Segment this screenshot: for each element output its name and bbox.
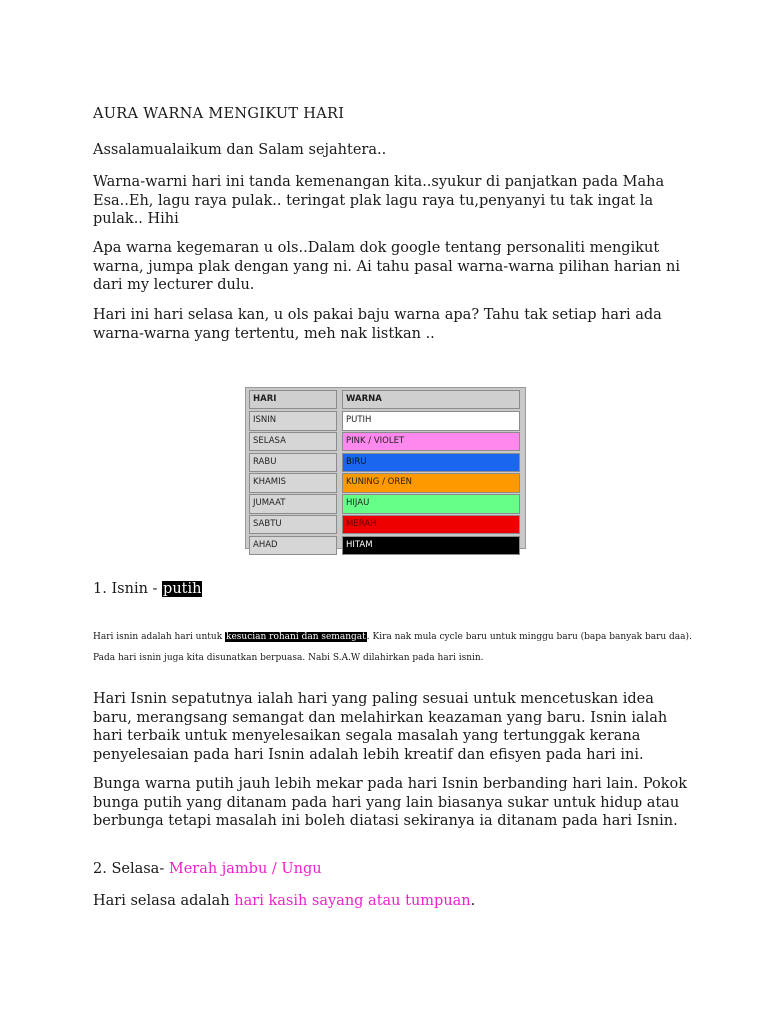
table-header-day: HARI [249,390,337,409]
day-color-table [245,387,526,549]
section-2-line-after: . [470,893,476,909]
section-2-line [93,892,693,911]
intro-paragraph-2: Apa warna kegemaran u ols..Dalam dok google tentang personaliti mengikut warna, jumpa plak dengan yang ni. Ai tahu pasal warna-warna pilihan harian ni dari my lecturer dulu. [93,240,681,293]
section-1-small-text [93,627,703,669]
section-2-line-before: Hari selasa adalah [93,893,235,909]
table-cell-color: BIRU [342,453,520,472]
table-cell-color: MERAH [342,515,520,534]
table-cell-color: PINK / VIOLET [342,432,520,451]
section-1-prefix: 1. Isnin - [93,581,163,597]
section-1-heading [93,580,693,599]
table-row [246,494,525,513]
small-text-highlight: kesucian rohani dan semangat [226,632,366,642]
table-cell-day: KHAMIS [249,473,337,492]
table-row [246,432,525,451]
table-row [246,453,525,472]
table-cell-day: SELASA [249,432,337,451]
table-body [246,411,525,555]
table-cell-day: JUMAAT [249,494,337,513]
table-cell-color: HITAM [342,536,520,555]
table-cell-day: ISNIN [249,411,337,430]
small-text-after: . Kira nak mula cycle baru untuk minggu baru (bapa banyak baru daa). Pada hari isnin juga kita disunatkan berpuasa. Nabi S.A.W dilahirkan pada hari isnin. [93,632,692,663]
section-2-heading [93,860,693,879]
page-title: AURA WARNA MENGIKUT HARI [93,106,345,122]
section-2-colored: Merah jambu / Ungu [168,861,322,877]
section-1-paragraph-b: Bunga warna putih jauh lebih mekar pada hari Isnin berbanding hari lain. Pokok bunga putih yang ditanam pada hari yang lain biasanya sukar untuk hidup atau berbunga tetapi masalah ini boleh diatasi sekiranya ia ditanam pada hari Isnin. [93,776,688,829]
table-cell-color: KUNING / OREN [342,473,520,492]
section-1-highlight: putih [163,581,202,597]
intro-paragraph-3: Hari ini hari selasa kan, u ols pakai baju warna apa? Tahu tak setiap hari ada warna-warna yang tertentu, meh nak listkan .. [93,307,662,342]
table-row [246,536,525,555]
table-row [246,411,525,430]
small-text-before: Hari isnin adalah hari untuk [93,632,226,642]
table-header-color: WARNA [342,390,520,409]
intro-paragraph-1: Warna-warni hari ini tanda kemenangan kita..syukur di panjatkan pada Maha Esa..Eh, lagu raya pulak.. teringat plak lagu raya tu,penyanyi tu tak ingat la pulak.. Hihi [93,174,665,227]
section-2-prefix: 2. Selasa- [93,861,169,877]
table-cell-color: HIJAU [342,494,520,513]
greeting-paragraph: Assalamualaikum dan Salam sejahtera.. [93,142,387,158]
table-cell-color: PUTIH [342,411,520,430]
section-1-paragraph-a: Hari Isnin sepatutnya ialah hari yang paling sesuai untuk mencetuskan idea baru, merangsang semangat dan melahirkan keazaman yang baru. Isnin ialah hari terbaik untuk menyelesaikan segala masalah yang tertunggak kerana penyelesaian pada hari Isnin adalah lebih kreatif dan efisyen pada hari ini. [93,691,668,763]
table-header-row [246,390,525,409]
table-row [246,473,525,492]
table-cell-day: AHAD [249,536,337,555]
table-cell-day: RABU [249,453,337,472]
section-2-line-colored: hari kasih sayang atau tumpuan [234,893,471,909]
table-cell-day: SABTU [249,515,337,534]
table-row [246,515,525,534]
